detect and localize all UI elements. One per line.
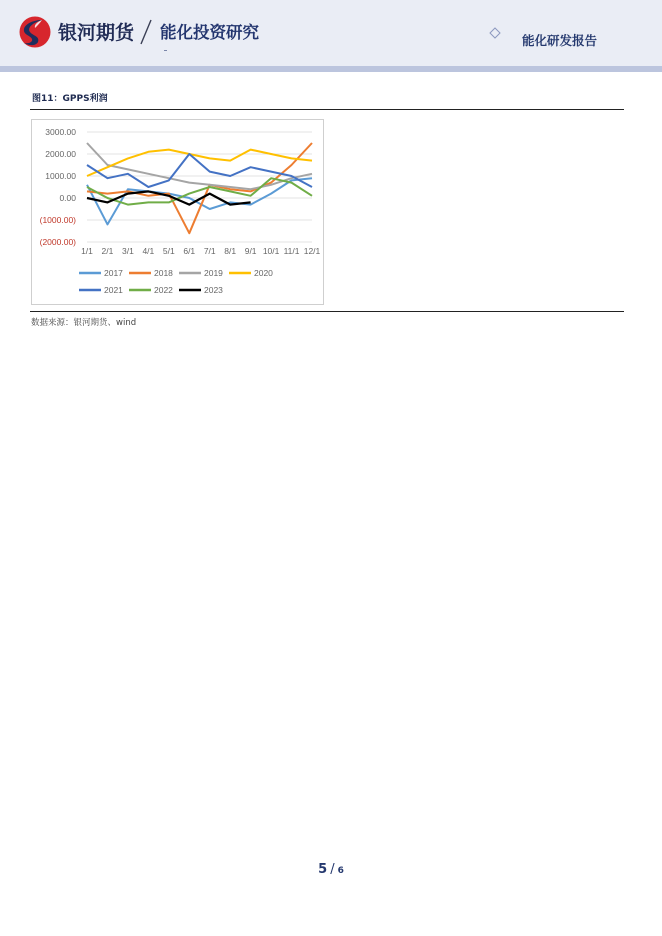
data-source-note: 数据来源：银河期货、wind	[31, 318, 137, 328]
page-header	[0, 0, 662, 66]
header-accent-bar	[0, 66, 662, 72]
legend-label-2017: 2017	[104, 268, 123, 278]
report-type-label: 能化研发报告	[522, 33, 598, 48]
y-tick-label: 2000.00	[45, 149, 76, 159]
title-underline-dot	[164, 50, 167, 51]
x-tick-label: 12/1	[303, 246, 321, 256]
series-line-2019	[87, 143, 312, 189]
y-tick-label: 0.00	[59, 193, 76, 203]
gpps-profit-chart	[31, 119, 324, 305]
legend-label-2018: 2018	[154, 268, 173, 278]
x-tick-label: 5/1	[162, 246, 175, 256]
x-tick-label: 7/1	[203, 246, 216, 256]
x-tick-label: 3/1	[121, 246, 134, 256]
x-tick-label: 10/1	[262, 246, 280, 256]
chart-canvas	[32, 120, 323, 304]
y-tick-label: 1000.00	[45, 171, 76, 181]
department-title: 能化投资研究	[160, 23, 259, 42]
page-number	[0, 858, 662, 877]
x-tick-label: 9/1	[244, 246, 257, 256]
page-separator: /	[330, 862, 335, 877]
x-tick-label: 1/1	[81, 246, 93, 256]
x-tick-label: 2/1	[101, 246, 114, 256]
x-tick-label: 6/1	[183, 246, 196, 256]
current-page: 5	[318, 862, 328, 877]
decorative-line-icon	[285, 26, 505, 40]
galaxy-futures-logo-icon	[18, 15, 52, 49]
x-tick-label: 4/1	[142, 246, 155, 256]
y-tick-label: (2000.00)	[39, 237, 76, 247]
legend-label-2022: 2022	[154, 285, 173, 295]
figure-bottom-rule	[30, 311, 624, 312]
legend-label-2019: 2019	[204, 268, 223, 278]
y-tick-label: 3000.00	[45, 127, 76, 137]
divider-slash-icon	[138, 18, 154, 46]
total-pages: 6	[337, 866, 344, 876]
legend-label-2021: 2021	[104, 285, 123, 295]
figure-top-rule	[30, 109, 624, 110]
brand-name: 银河期货	[58, 22, 135, 44]
x-tick-label: 8/1	[224, 246, 237, 256]
figure-title: 图11：GPPS利润	[32, 94, 108, 104]
y-tick-label: (1000.00)	[39, 215, 76, 225]
legend-label-2023: 2023	[204, 285, 223, 295]
legend-label-2020: 2020	[254, 268, 273, 278]
x-tick-label: 11/1	[283, 246, 300, 256]
